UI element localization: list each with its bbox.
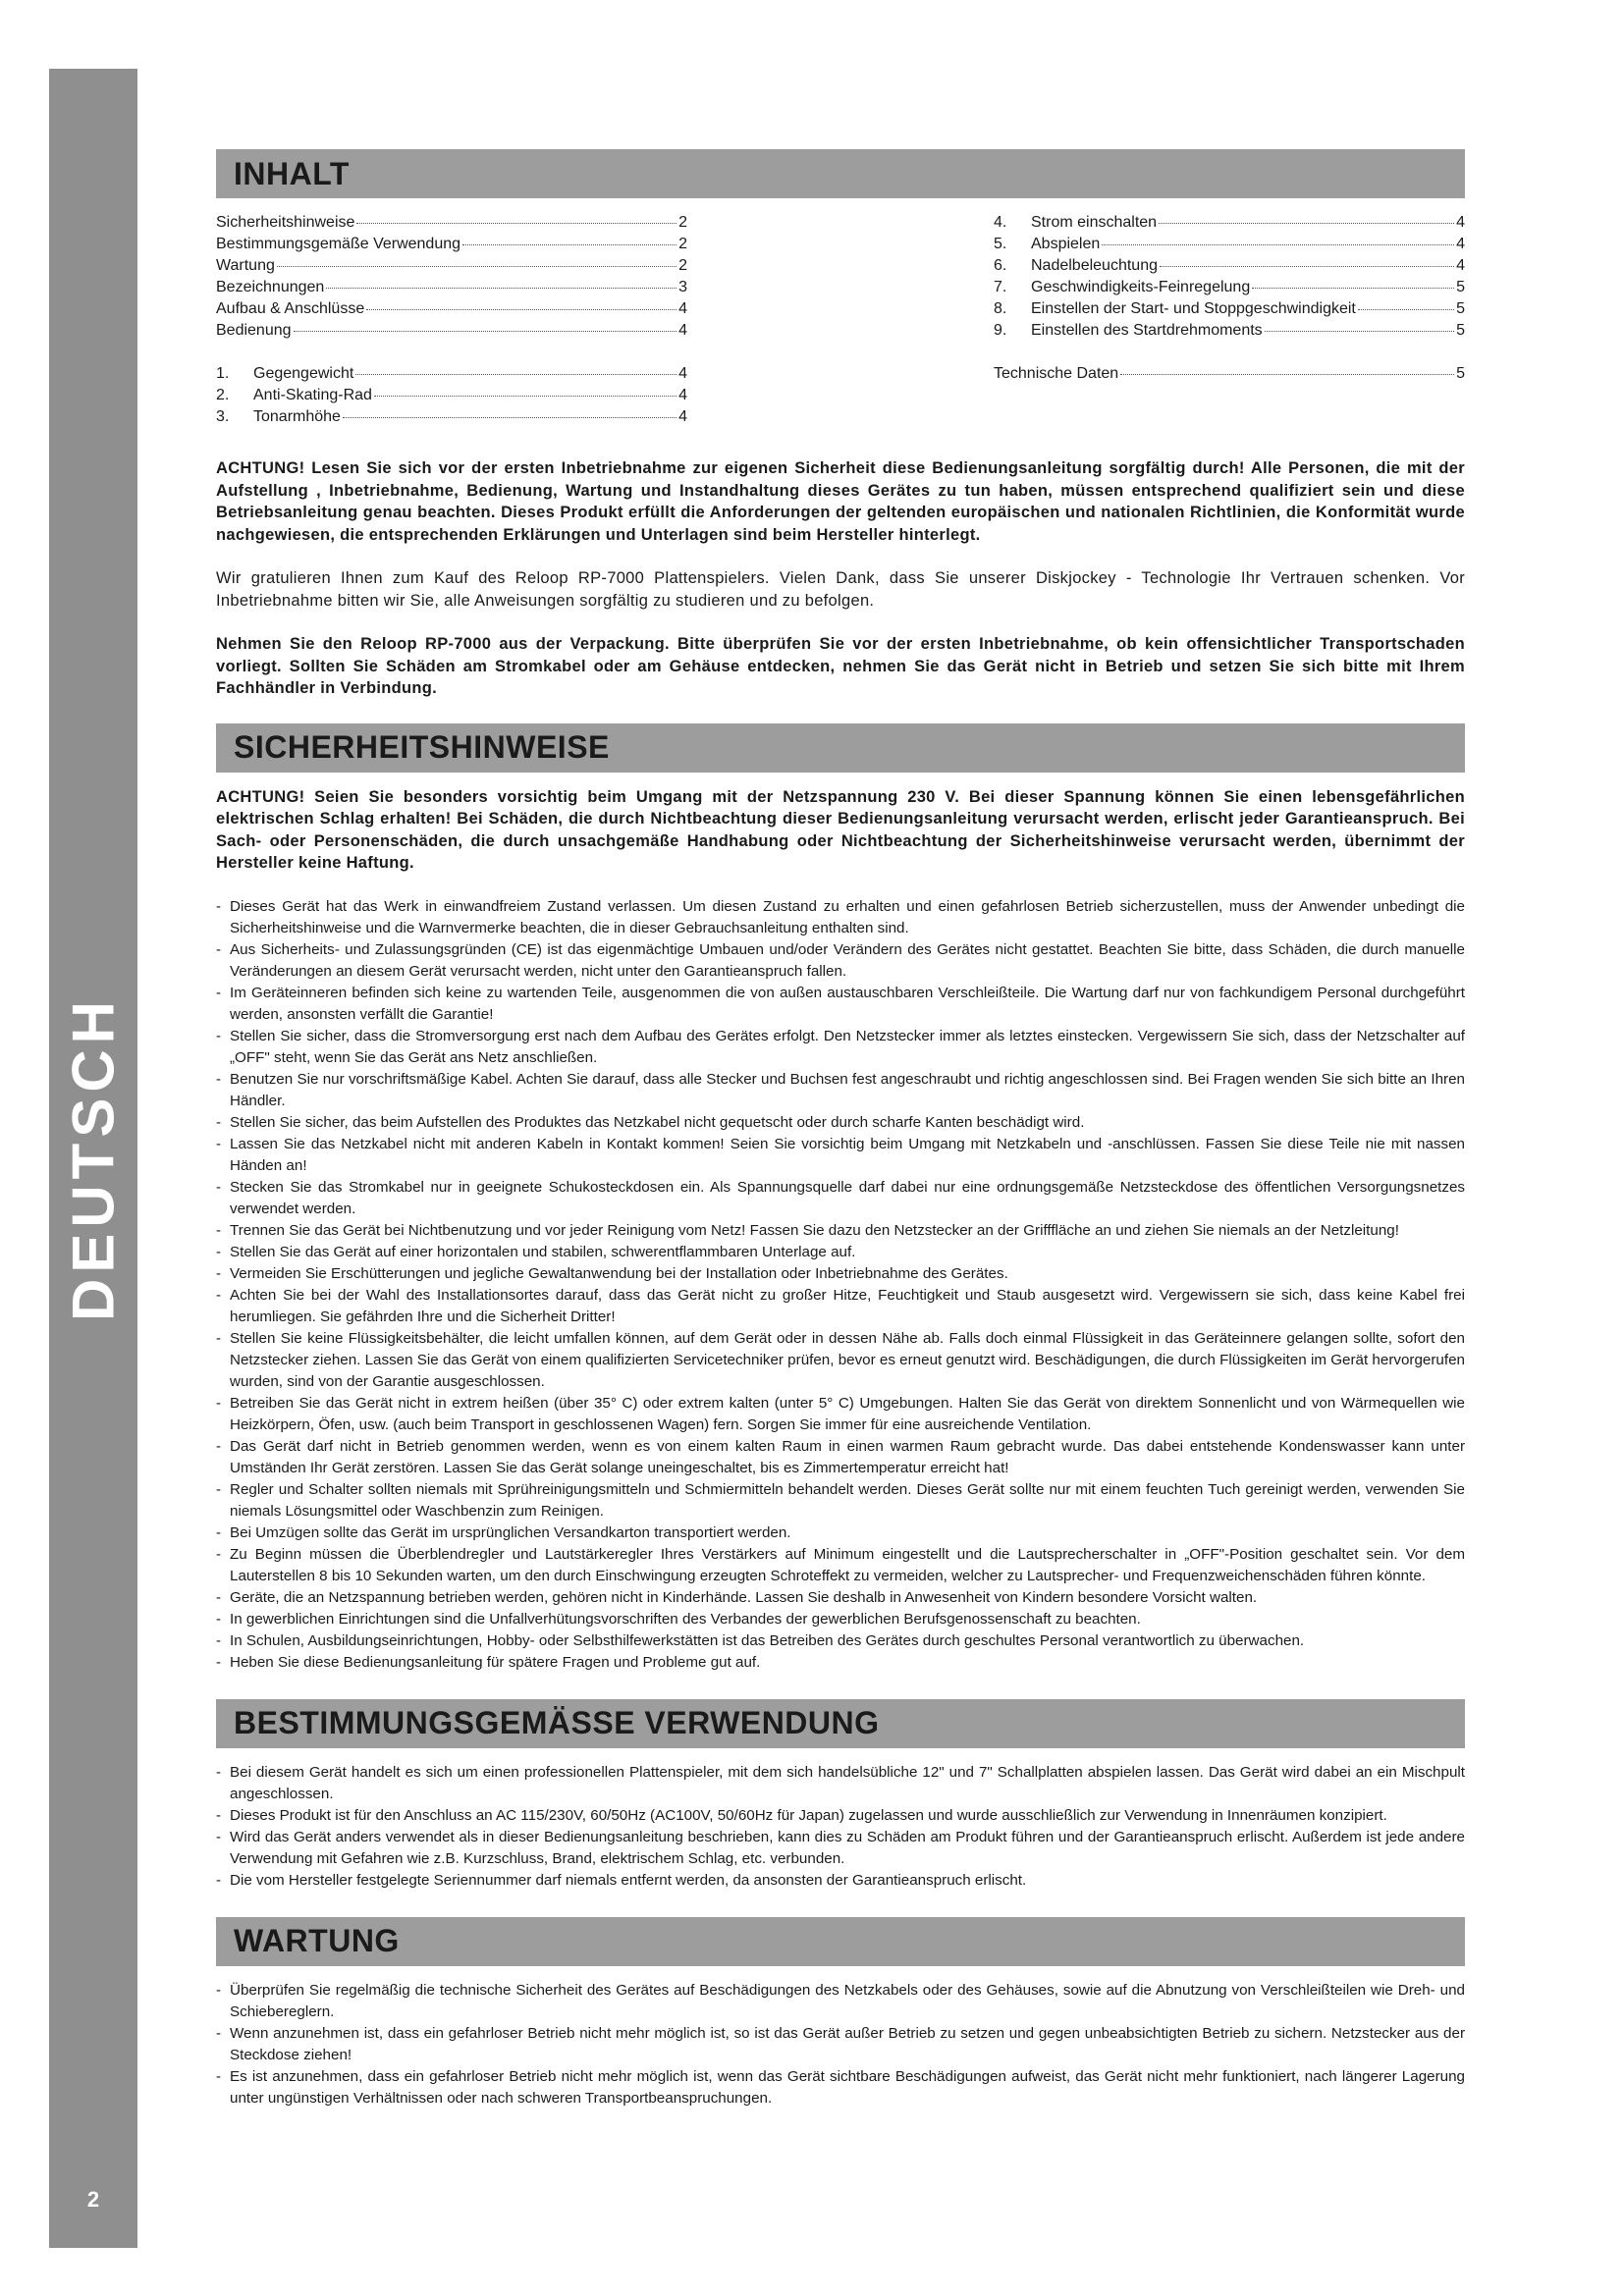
toc-leader-dots: [374, 396, 677, 397]
intro-unpack: Nehmen Sie den Reloop RP-7000 aus der Verpackung. Bitte überprüfen Sie vor der ersten Inbetriebnahme, ob kein offensichtlicher Transportschaden vorliegt. Sollten Sie Schäden am Stromkabel oder am Gehäuse entdecken, nehmen Sie das Gerät nicht in Betrieb und setzen Sie sich bitte mit Ihrem Fachhändler in Verbindung.: [216, 635, 1465, 697]
toc-entry-label: Nadelbeleuchtung: [1031, 257, 1158, 274]
list-item: - Die vom Hersteller festgelegte Seriennummer darf niemals entfernt werden, da ansonsten der Garantieanspruch erlischt.: [216, 1870, 1465, 1892]
toc-entry-page: 4: [1456, 214, 1465, 231]
toc-left-column: [216, 212, 687, 428]
section-heading-sicherheit: SICHERHEITSHINWEISE: [216, 723, 1465, 773]
toc-entry-number: 8.: [994, 300, 1007, 317]
toc-leader-dots: [1120, 374, 1454, 375]
list-item: - Überprüfen Sie regelmäßig die technische Sicherheit des Gerätes auf Beschädigungen des Netzkabels oder des Gehäuses, sowie auf die Abnutzung von Verschleißteilen wie Dreh- und Schiebereglern.: [216, 1980, 1465, 2023]
list-item: - Stecken Sie das Stromkabel nur in geeignete Schukosteckdosen ein. Als Spannungsquelle darf dabei nur eine ordnungsgemäße Netzsteckdose des öffentlichen Versorgungsnetzes verwendet werden.: [216, 1177, 1465, 1220]
toc-entry-number: 1.: [216, 365, 230, 382]
toc-entry-page: 4: [1456, 257, 1465, 274]
list-item: - Stellen Sie sicher, dass die Stromversorgung erst nach dem Aufbau des Gerätes erfolgt. Den Netzstecker immer als letztes einstecken. Vergewissern Sie sich, dass der Netzschalter auf „OFF" steht, wenn Sie das Gerät ans Netz anschließen.: [216, 1026, 1465, 1069]
toc-entry-number: 6.: [994, 257, 1007, 274]
toc-entry-page: 5: [1456, 300, 1465, 317]
toc-entry: [994, 234, 1465, 255]
toc-leader-dots: [1160, 266, 1454, 267]
list-item: - Vermeiden Sie Erschütterungen und jegliche Gewaltanwendung bei der Installation oder Inbetriebnahme des Gerätes.: [216, 1263, 1465, 1285]
toc-entry-page: 4: [678, 300, 687, 317]
toc-entry-number: 5.: [994, 236, 1007, 252]
toc-entry: [994, 363, 1465, 385]
toc-entry: [216, 277, 687, 298]
toc-entry-page: 4: [678, 408, 687, 425]
list-item: - In Schulen, Ausbildungseinrichtungen, Hobby- oder Selbsthilfewerkstätten ist das Betreiben des Gerätes durch geschultes Personal verantwortlich zu überwachen.: [216, 1630, 1465, 1652]
toc-entry-number: 7.: [994, 279, 1007, 295]
list-item: - Wird das Gerät anders verwendet als in dieser Bedienungsanleitung beschrieben, kann dies zu Schäden am Produkt führen und der Garantieanspruch erlischt. Außerdem ist jede andere Verwendung mit Gefahren wie z.B. Kurzschluss, Brand, elektrischem Schlag, etc. verbunden.: [216, 1827, 1465, 1870]
toc-leader-dots: [326, 288, 677, 289]
toc-entry-page: 2: [678, 236, 687, 252]
list-item: - Stellen Sie keine Flüssigkeitsbehälter, die leicht umfallen können, auf dem Gerät oder in dessen Nähe ab. Falls doch einmal Flüssigkeit in das Geräteinnere gelangen sollte, sofort den Netzstecker ziehen. Lassen Sie das Gerät von einem qualifizierten Servicetechniker prüfen, bevor es erneut genutzt wird. Beschädigungen, die durch Flüssigkeiten im Gerät hervorgerufen wurden, sind von der Garantie ausgeschlossen.: [216, 1328, 1465, 1393]
toc-entry-label: Geschwindigkeits-Feinregelung: [1031, 279, 1251, 295]
list-item: - Bei Umzügen sollte das Gerät im ursprünglichen Versandkarton transportiert werden.: [216, 1522, 1465, 1544]
safety-list: [216, 896, 1465, 1674]
toc-entry: [994, 255, 1465, 277]
toc-leader-dots: [1252, 288, 1454, 289]
toc-leader-dots: [277, 266, 677, 267]
toc-entry-number: 2.: [216, 387, 230, 403]
main-content: [216, 149, 1465, 2109]
toc-leader-dots: [355, 374, 677, 375]
list-item: - Dieses Gerät hat das Werk in einwandfreiem Zustand verlassen. Um diesen Zustand zu erhalten und einen gefahrlosen Betrieb sicherzustellen, muss der Anwender unbedingt die Sicherheitshinweise und die Warnvermerke beachten, die in dieser Gebrauchsanleitung enthalten sind.: [216, 896, 1465, 939]
toc-entry-label: Sicherheitshinweise: [216, 214, 355, 231]
list-item: - Bei diesem Gerät handelt es sich um einen professionellen Plattenspieler, mit dem sich handelsübliche 12" und 7" Schallplatten abspielen lassen. Das Gerät wird dabei an ein Mischpult angeschlossen.: [216, 1762, 1465, 1805]
toc-left-list: [216, 212, 687, 342]
toc-entry-page: 5: [1456, 365, 1465, 382]
toc-leader-dots: [343, 417, 677, 418]
toc-leader-dots: [1358, 309, 1454, 310]
toc-leader-dots: [294, 331, 677, 332]
intro-warning: ACHTUNG! Lesen Sie sich vor der ersten Inbetriebnahme zur eigenen Sicherheit diese Bedienungsanleitung sorgfältig durch! Alle Personen, die mit der Aufstellung , Inbetriebnahme, Bedienung, Wartung und Instandhaltung dieses Gerätes zu tun haben, müssen entsprechend qualifiziert sein und diese Betriebsanleitung genau beachten. Dieses Produkt erfüllt die Anforderungen der geltenden europäischen und nationalen Richtlinien, die Konformität wurde nachgewiesen, die entsprechenden Erklärungen und Unterlagen sind beim Hersteller hinterlegt.: [216, 459, 1465, 544]
language-label: [49, 994, 137, 1322]
toc-entry-page: 5: [1456, 279, 1465, 295]
toc-entry-page: 5: [1456, 322, 1465, 339]
section-heading-wartung: WARTUNG: [216, 1917, 1465, 1966]
list-item: - Heben Sie diese Bedienungsanleitung für spätere Fragen und Probleme gut auf.: [216, 1652, 1465, 1674]
table-of-contents: [216, 212, 1465, 428]
toc-entry: [216, 385, 687, 406]
list-item: - Zu Beginn müssen die Überblendregler und Lautstärkeregler Ihres Verstärkers auf Minimum eingestellt und die Lautsprecherschalter in „OFF"-Position geschaltet sein. Vor dem Lauterstellen 8 bis 10 Sekunden warten, um den durch Einschwingung erzeugten Schroteffekt zu vermeiden, welcher zu Lautsprecher- und Frequenzweichenschäden führen könnte.: [216, 1544, 1465, 1587]
language-text: DEUTSCH: [60, 994, 127, 1322]
toc-entry-label: Bedienung: [216, 322, 292, 339]
toc-entry: [216, 234, 687, 255]
toc-entry-label: Strom einschalten: [1031, 214, 1158, 231]
list-item: - Wenn anzunehmen ist, dass ein gefahrloser Betrieb nicht mehr möglich ist, so ist das Gerät außer Betrieb zu setzen und gegen unbeabsichtigten Betrieb zu sichern. Netzstecker aus der Steckdose ziehen!: [216, 2023, 1465, 2066]
toc-leader-dots: [1159, 223, 1454, 224]
toc-entry: [216, 320, 687, 342]
toc-right-list: [994, 212, 1465, 342]
toc-leader-dots: [462, 244, 677, 245]
toc-entry-number: 4.: [994, 214, 1007, 231]
list-item: - Lassen Sie das Netzkabel nicht mit anderen Kabeln in Kontakt kommen! Seien Sie vorsichtig beim Umgang mit Netzkabeln und -anschlüssen. Fassen Sie diese Teile nie mit nassen Händen an!: [216, 1134, 1465, 1177]
toc-entry: [994, 298, 1465, 320]
section-heading-inhalt: INHALT: [216, 149, 1465, 198]
list-item: - Dieses Produkt ist für den Anschluss an AC 115/230V, 60/50Hz (AC100V, 50/60Hz für Japan) zugelassen und wurde ausschließlich zur Verwendung in Innenräumen konzipiert.: [216, 1805, 1465, 1827]
list-item: - Geräte, die an Netzspannung betrieben werden, gehören nicht in Kinderhände. Lassen Sie deshalb in Anwesenheit von Kindern besondere Vorsicht walten.: [216, 1587, 1465, 1609]
toc-entry-label: Einstellen der Start- und Stoppgeschwindigkeit: [1031, 300, 1356, 317]
toc-leader-dots: [1102, 244, 1454, 245]
list-item: - Regler und Schalter sollten niemals mit Sprühreinigungsmitteln und Schmiermitteln behandelt werden. Dieses Gerät sollte nur mit einem feuchten Tuch gereinigt werden, verwenden Sie niemals Lösungsmittel oder Waschbenzin zum Reinigen.: [216, 1479, 1465, 1522]
toc-entry-page: 4: [678, 387, 687, 403]
maintenance-list: [216, 1980, 1465, 2109]
list-item: - Das Gerät darf nicht in Betrieb genommen werden, wenn es von einem kalten Raum in einen warmen Raum gebracht wurde. Das dabei entstehende Kondenswasser kann unter Umständen Ihr Gerät zerstören. Lassen Sie das Gerät solange uneingeschaltet, bis es Zimmertemperatur erreicht hat!: [216, 1436, 1465, 1479]
page-number: 2: [86, 2187, 100, 2212]
list-item: - Benutzen Sie nur vorschriftsmäßige Kabel. Achten Sie darauf, dass alle Stecker und Buchsen fest angeschraubt und richtig angeschlossen sind. Bei Fragen wenden Sie sich bitte an Ihren Händler.: [216, 1069, 1465, 1112]
toc-entry-page: 3: [678, 279, 687, 295]
toc-entry: [216, 406, 687, 428]
toc-left-numbered-list: [216, 363, 687, 428]
list-item: - Aus Sicherheits- und Zulassungsgründen (CE) ist das eigenmächtige Umbauen und/oder Verändern des Gerätes nicht gestattet. Beachten Sie bitte, dass Schäden, die durch manuelle Veränderungen an diesem Gerät verursacht werden, nicht unter den Garantieanspruch fallen.: [216, 939, 1465, 983]
usage-list: [216, 1762, 1465, 1892]
list-item: - Achten Sie bei der Wahl des Installationsortes darauf, dass das Gerät nicht zu großer Hitze, Feuchtigkeit und Staub ausgesetzt wird. Vergewissern sie sich, dass keine Kabel frei herumliegen. Sie gefährden Ihre und die Sicherheit Dritter!: [216, 1285, 1465, 1328]
toc-entry-label: Wartung: [216, 257, 275, 274]
toc-entry-label: Aufbau & Anschlüsse: [216, 300, 365, 317]
toc-entry-label: Anti-Skating-Rad: [253, 387, 372, 403]
list-item: - Es ist anzunehmen, dass ein gefahrloser Betrieb nicht mehr möglich ist, wenn das Gerät sichtbare Beschädigungen aufweist, das Gerät nicht mehr funktioniert, nach längerer Lagerung unter ungünstigen Verhältnissen oder nach schweren Transportbeanspruchungen.: [216, 2066, 1465, 2109]
toc-entry: [216, 255, 687, 277]
toc-entry: [994, 320, 1465, 342]
toc-entry-label: Einstellen des Startdrehmoments: [1031, 322, 1263, 339]
list-item: - Betreiben Sie das Gerät nicht in extrem heißen (über 35° C) oder extrem kalten (unter 5° C) Umgebungen. Halten Sie das Gerät von direktem Sonnenlicht und von Wärmequellen wie Heizkörpern, Öfen, usw. (auch beim Transport in geschlossenen Wagen) fern. Sorgen Sie immer für eine ausreichende Ventilation.: [216, 1393, 1465, 1436]
toc-entry-label: Bestimmungsgemäße Verwendung: [216, 236, 461, 252]
toc-entry-page: 4: [678, 365, 687, 382]
list-item: - Stellen Sie das Gerät auf einer horizontalen und stabilen, schwerentflammbaren Unterlage auf.: [216, 1242, 1465, 1263]
toc-leader-dots: [1265, 331, 1454, 332]
list-item: - In gewerblichen Einrichtungen sind die Unfallverhütungsvorschriften des Verbandes der gewerblichen Berufsgenossenschaft zu beachten.: [216, 1609, 1465, 1630]
toc-entry: [994, 212, 1465, 234]
toc-entry-label: Gegengewicht: [253, 365, 354, 382]
toc-entry-page: 4: [1456, 236, 1465, 252]
toc-entry-number: 3.: [216, 408, 230, 425]
intro-congrats: Wir gratulieren Ihnen zum Kauf des Reloop RP-7000 Plattenspielers. Vielen Dank, dass Sie unserer Diskjockey - Technologie Ihr Vertrauen schenken. Vor Inbetriebnahme bitten wir Sie, alle Anweisungen sorgfältig zu studieren und zu befolgen.: [216, 569, 1465, 610]
toc-entry: [994, 277, 1465, 298]
toc-entry-page: 2: [678, 214, 687, 231]
toc-entry-label: Bezeichnungen: [216, 279, 325, 295]
toc-entry-number: 9.: [994, 322, 1007, 339]
toc-entry-label: Abspielen: [1031, 236, 1101, 252]
list-item: - Stellen Sie sicher, das beim Aufstellen des Produktes das Netzkabel nicht gequetscht oder durch scharfe Kanten beschädigt wird.: [216, 1112, 1465, 1134]
toc-entry-label: Technische Daten: [994, 365, 1119, 382]
toc-entry-label: Tonarmhöhe: [253, 408, 341, 425]
toc-entry: [216, 212, 687, 234]
toc-leader-dots: [366, 309, 677, 310]
list-item: - Im Geräteinneren befinden sich keine zu wartenden Teile, ausgenommen die von außen austauschbaren Verschleißteile. Die Wartung darf nur von fachkundigem Personal durchgeführt werden, ansonsten verfällt die Garantie!: [216, 983, 1465, 1026]
toc-right-extra-list: [994, 363, 1465, 385]
toc-leader-dots: [356, 223, 677, 224]
toc-entry-page: 4: [678, 322, 687, 339]
toc-entry: [216, 298, 687, 320]
list-item: - Trennen Sie das Gerät bei Nichtbenutzung und vor jeder Reinigung vom Netz! Fassen Sie dazu den Netzstecker an der Grifffläche an und ziehen Sie niemals an der Netzleitung!: [216, 1220, 1465, 1242]
toc-right-column: [994, 212, 1465, 428]
toc-entry-page: 2: [678, 257, 687, 274]
toc-entry: [216, 363, 687, 385]
section-heading-bestimmung: BESTIMMUNGSGEMÄSSE VERWENDUNG: [216, 1699, 1465, 1748]
safety-warning: ACHTUNG! Seien Sie besonders vorsichtig beim Umgang mit der Netzspannung 230 V. Bei dieser Spannung können Sie einen lebensgefährlichen elektrischen Schlag erhalten! Bei Schäden, die durch Nichtbeachtung dieser Bedienungsanleitung verursacht werden, erlischt jeder Garantieanspruch. Bei Sach- oder Personenschäden, die durch unsachgemäße Handhabung oder Nichtbeachtung der Sicherheitshinweise verursacht werden, übernimmt der Hersteller keine Haftung.: [216, 787, 1465, 872]
